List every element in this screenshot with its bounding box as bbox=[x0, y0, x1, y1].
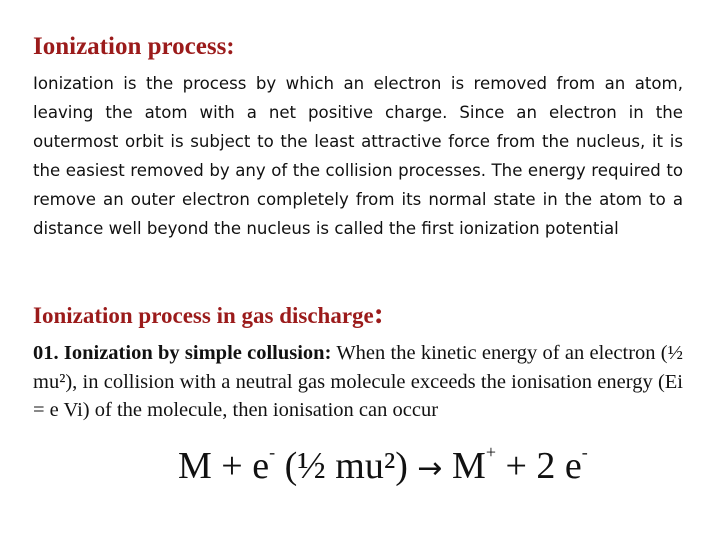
subheading-simple-collision: 01. Ionization by simple collusion: bbox=[33, 342, 332, 364]
collision-text: When the kinetic energy of an electron (½ mu²), in collision with a neutral gas molecule exceeds the ionisation energy (Ei = e Vi) of the molecule, then ionisation can occur bbox=[33, 342, 683, 421]
equation-kinetic-energy: (½ mu²) bbox=[284, 445, 408, 487]
heading-colon: : bbox=[373, 297, 384, 330]
equation-ion: M bbox=[452, 445, 486, 487]
equation-two-electrons: 2 e bbox=[536, 445, 582, 487]
equation-electron-charge: - bbox=[269, 442, 276, 463]
equation-arrow: → bbox=[417, 451, 443, 486]
section-heading-ionization: Ionization process: bbox=[33, 33, 235, 60]
equation-atom: M bbox=[178, 445, 212, 487]
equation-ion-charge: + bbox=[485, 442, 496, 463]
equation-plus-2: + bbox=[505, 445, 527, 487]
equation-electrons-charge: - bbox=[581, 442, 588, 463]
ionization-equation bbox=[176, 444, 590, 488]
equation-electron: e bbox=[252, 445, 270, 487]
collision-paragraph bbox=[33, 339, 683, 447]
heading-text: Ionization process in gas discharge bbox=[33, 303, 374, 328]
equation-plus: + bbox=[221, 445, 243, 487]
section-heading-gas-discharge bbox=[33, 297, 384, 331]
ionization-paragraph: Ionization is the process by which an electron is removed from an atom, leaving the atom with a net positive charge. Since an electron in the outermost orbit is subject to the least attractive force from the nucleus, it is the easiest removed by any of the collision processes. The energy required to remove an outer electron completely from its normal state in the atom to a distance well beyond the nucleus is called the first ionization potential bbox=[33, 74, 683, 238]
